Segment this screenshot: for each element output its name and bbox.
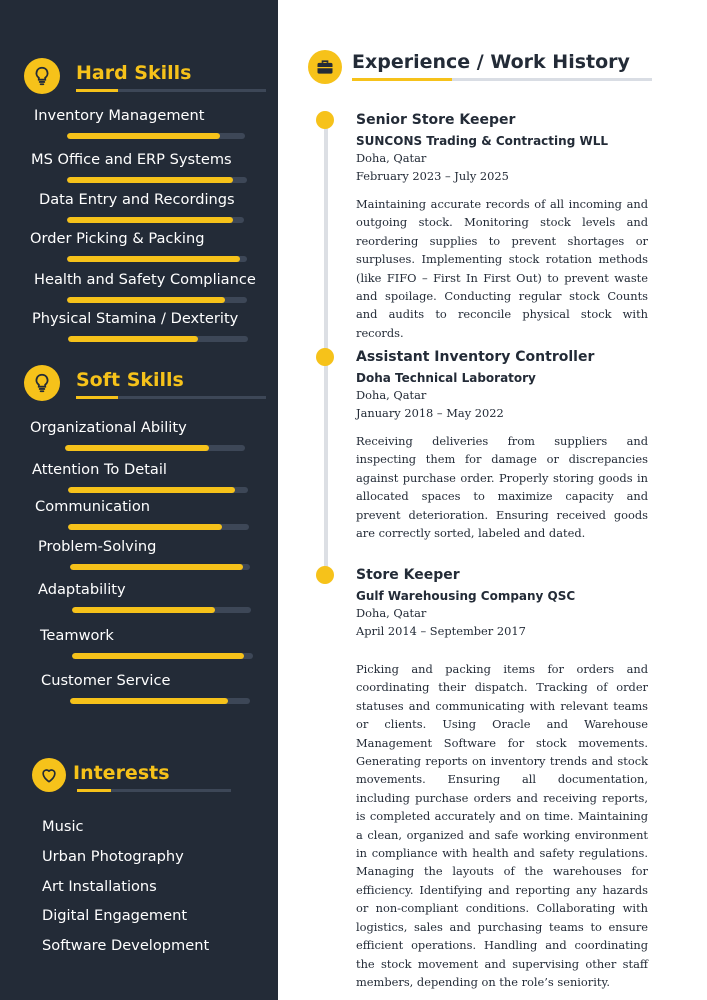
interest-item: Digital Engagement bbox=[42, 907, 188, 925]
skill-item bbox=[0, 672, 278, 712]
skill-item bbox=[0, 107, 278, 147]
hard-skills-header bbox=[24, 58, 274, 98]
timeline-dot bbox=[316, 348, 334, 366]
briefcase-icon bbox=[308, 50, 342, 84]
skill-label: Order Picking & Packing bbox=[30, 230, 205, 247]
job-title: Assistant Inventory Controller bbox=[356, 349, 595, 365]
skill-item bbox=[0, 538, 278, 578]
interests-list bbox=[42, 818, 209, 967]
soft-skills-header bbox=[24, 365, 274, 405]
job-company: SUNCONS Trading & Contracting WLL bbox=[356, 134, 608, 148]
job-dates: February 2023 – July 2025 bbox=[356, 169, 509, 183]
job-description: Receiving deliveries from suppliers and inspecting them for damage or discrepancies against purchase order. Properly storing goods in allocated spaces to maximize capacity and prevent deterioration. Ensuring received goods are correctly sorted, labeled and dated. bbox=[356, 434, 648, 541]
skill-bar bbox=[65, 445, 245, 451]
hard-skills-title: Hard Skills bbox=[76, 62, 192, 84]
skill-label: Teamwork bbox=[40, 627, 114, 644]
skill-item bbox=[0, 419, 278, 459]
skill-bar bbox=[70, 564, 250, 570]
skill-label: Inventory Management bbox=[34, 107, 205, 124]
skill-label: Problem-Solving bbox=[38, 538, 157, 555]
sidebar bbox=[0, 0, 278, 1000]
job-dates: January 2018 – May 2022 bbox=[356, 406, 504, 420]
skill-label: Customer Service bbox=[41, 672, 171, 689]
interests-header bbox=[32, 758, 282, 798]
skill-bar bbox=[68, 487, 248, 493]
skill-bar bbox=[67, 133, 245, 139]
skill-bar bbox=[70, 698, 250, 704]
skill-item bbox=[0, 151, 278, 191]
job-company: Gulf Warehousing Company QSC bbox=[356, 589, 576, 603]
experience-title: Experience / Work History bbox=[352, 51, 630, 73]
skill-label: MS Office and ERP Systems bbox=[31, 151, 232, 168]
skill-bar bbox=[72, 653, 253, 659]
job-location: Doha, Qatar bbox=[356, 151, 427, 165]
skill-label: Data Entry and Recordings bbox=[39, 191, 235, 208]
skill-item bbox=[0, 191, 278, 231]
skill-bar bbox=[67, 256, 247, 262]
interests-title: Interests bbox=[73, 762, 170, 784]
skill-label: Organizational Ability bbox=[30, 419, 187, 436]
section-divider bbox=[352, 78, 652, 81]
section-divider bbox=[77, 789, 231, 792]
interest-item: Music bbox=[42, 818, 84, 835]
job-company: Doha Technical Laboratory bbox=[356, 371, 536, 385]
skill-item bbox=[0, 461, 278, 501]
lightbulb-icon bbox=[24, 365, 60, 401]
job-location: Doha, Qatar bbox=[356, 606, 427, 620]
job-description: Maintaining accurate records of all incoming and outgoing stock. Monitoring stock levels and reordering supplies to prevent shortages or surpluses. Implementing stock rotation methods (like FIFO – First In First Out) to prevent waste and spoilage. Conducting regular stock Counts and audits to reconcile physical stock with records. bbox=[356, 197, 648, 340]
section-divider bbox=[76, 396, 266, 399]
skill-item bbox=[0, 581, 278, 621]
job-entry bbox=[356, 111, 648, 342]
lightbulb-icon bbox=[24, 58, 60, 94]
skill-item bbox=[0, 498, 278, 538]
skill-bar bbox=[68, 524, 249, 530]
skill-item bbox=[0, 271, 278, 311]
main-content bbox=[278, 0, 707, 1000]
interest-item: Urban Photography bbox=[42, 847, 184, 865]
job-title: Store Keeper bbox=[356, 567, 460, 583]
job-description: Picking and packing items for orders and coordinating their dispatch. Tracking of order statuses and communicating with relevant teams or clients. Using Oracle and Warehouse Management Software for stock movements. Generating reports on inventory trends and stock movements. Ensuring all documentation, including purchase orders and receiving reports, is completed accurately and on time. Maintaining a clean, organized and safe working environment in compliance with health and safety regulations. Managing the layouts of the warehouses for efficiency. Identifying and reporting any hazards or non-compliant conditions. Collaborating with logistics, sales and purchasing teams to ensure efficient operations. Handling and coordinating the stock movement and supervising other staff members, depending on the role’s seniority. bbox=[356, 662, 648, 989]
skill-label: Adaptability bbox=[38, 581, 126, 598]
skill-label: Communication bbox=[35, 498, 151, 515]
interest-item: Art Installations bbox=[42, 877, 157, 895]
job-location: Doha, Qatar bbox=[356, 388, 427, 402]
skill-bar bbox=[72, 607, 251, 613]
job-entry bbox=[356, 348, 648, 542]
timeline-dot bbox=[316, 566, 334, 584]
timeline-dot bbox=[316, 111, 334, 129]
skill-item bbox=[0, 230, 278, 270]
section-divider bbox=[76, 89, 266, 92]
job-title: Senior Store Keeper bbox=[356, 112, 516, 128]
skill-label: Health and Safety Compliance bbox=[34, 271, 256, 288]
skill-bar bbox=[67, 217, 244, 223]
job-entry bbox=[356, 566, 648, 991]
skill-item bbox=[0, 627, 278, 667]
skill-label: Attention To Detail bbox=[32, 461, 167, 478]
job-dates: April 2014 – September 2017 bbox=[356, 624, 526, 638]
skill-bar bbox=[67, 297, 247, 303]
experience-header bbox=[308, 50, 658, 90]
skill-bar bbox=[67, 177, 247, 183]
heart-icon bbox=[32, 758, 66, 792]
skill-item bbox=[0, 310, 278, 350]
skill-label: Physical Stamina / Dexterity bbox=[32, 310, 239, 327]
soft-skills-title: Soft Skills bbox=[76, 369, 184, 391]
skill-bar bbox=[68, 336, 248, 342]
interest-item: Software Development bbox=[42, 937, 210, 955]
